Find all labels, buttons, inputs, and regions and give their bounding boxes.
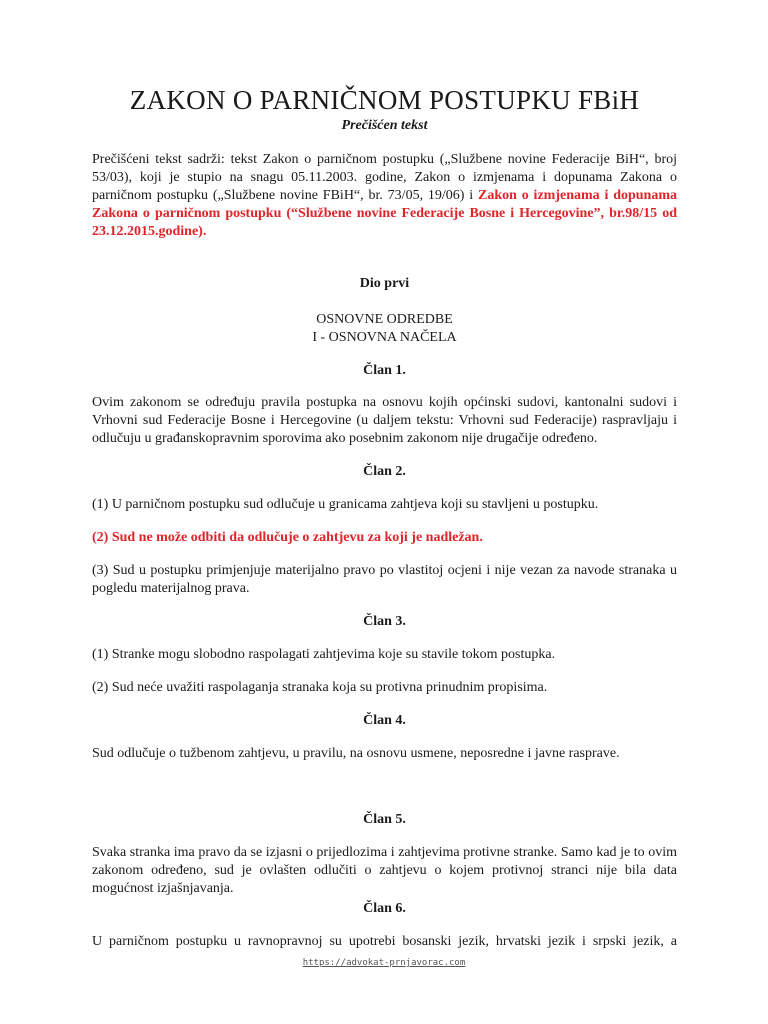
article-2-paragraph-2: (2) Sud ne može odbiti da odlučuje o zahtjevu za koji je nadležan. (92, 530, 483, 545)
intro-amendment-text: Zakon o izmjenama i dopunama Zakona o parničnom postupku (“Službene novine Federacije Bosne i Hercegovine”, br.98/15 od 23.12.2015.godine). (92, 188, 677, 239)
article-6-text: U parničnom postupku u ravnopravnoj su upotrebi bosanski jezik, hrvatski jezik i srpski jezik, a (92, 934, 677, 949)
article-3-paragraph-1: (1) Stranke mogu slobodno raspolagati zahtjevima koje su stavile tokom postupka. (92, 647, 556, 662)
article-1-text: Ovim zakonom se određuju pravila postupka na osnovu kojih općinski sudovi, kantonalni sudovi i Vrhovni sud Federacije Bosne i Hercegovine (u daljem tekstu: Vrhovni sud Federacije) raspravljaju i odlučuju u građanskopravnim sporovima ako posebnim zakonom nije drugačije određeno. (92, 395, 677, 446)
document-subtitle: Prečišćen tekst (341, 118, 428, 133)
article-2-heading: Član 2. (363, 464, 406, 479)
intro-paragraph (92, 151, 677, 241)
document-title: ZAKON O PARNIČNOM POSTUPKU FBiH (129, 85, 640, 115)
article-2-paragraph-1: (1) U parničnom postupku sud odlučuje u granicama zahtjeva koji su stavljeni u postupku. (92, 497, 599, 512)
article-3-paragraph-2: (2) Sud neće uvažiti raspolaganja stranaka koja su protivna prinudnim propisima. (92, 680, 548, 695)
article-6-heading: Član 6. (363, 901, 406, 916)
article-4-heading: Član 4. (363, 713, 406, 728)
article-3-heading: Član 3. (363, 614, 406, 629)
document-body (92, 83, 677, 951)
intro-text: Prečišćeni tekst sadrži: tekst Zakon o parničnom postupku („Službene novine Federacije BiH“, broj 53/03), koji je stupio na snagu 05.11.2003. godine, Zakon o izmjenama i dopunama Zakona o parničnom postupku („Službene novine FBiH“, br. 73/05, 19/06) i (92, 152, 677, 203)
part-heading: Dio prvi (359, 276, 410, 291)
article-2-paragraph-3: (3) Sud u postupku primjenjuje materijalno pravo po vlastitoj ocjeni i nije vezan za navode stranaka u pogledu materijalnog prava. (92, 563, 677, 596)
subsection-heading: I - OSNOVNA NAČELA (312, 330, 457, 345)
article-1-heading: Član 1. (363, 363, 406, 378)
footer-link[interactable]: https://advokat-prnjavorac.com (302, 958, 466, 968)
section-heading: OSNOVNE ODREDBE (316, 312, 453, 327)
article-5-heading: Član 5. (363, 812, 406, 827)
article-4-text: Sud odlučuje o tužbenom zahtjevu, u pravilu, na osnovu usmene, neposredne i javne rasprave. (92, 746, 620, 761)
article-5-text: Svaka stranka ima pravo da se izjasni o prijedlozima i zahtjevima protivne stranke. Samo kad je to ovim zakonom određeno, sud je ovlašten odlučiti o zahtjevu o kojem protivnoj stranci nije bila data mogućnost izjašnjavanja. (92, 845, 677, 896)
